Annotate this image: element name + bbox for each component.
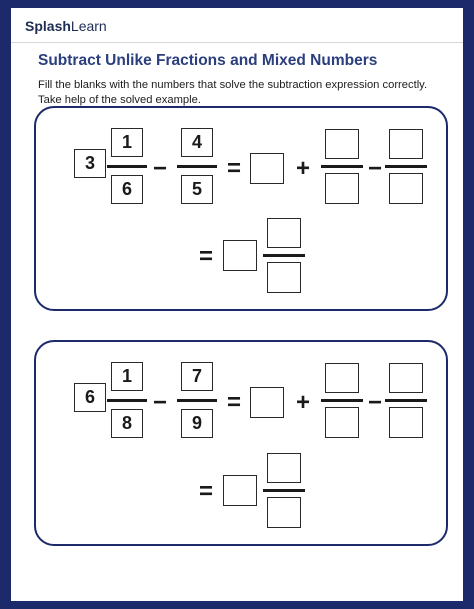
- minus-sign: −: [367, 155, 382, 182]
- header-divider: [11, 42, 463, 43]
- answer-whole-box[interactable]: [223, 475, 257, 506]
- fraction-bar: [263, 254, 305, 257]
- denominator-box: 9: [181, 409, 213, 438]
- equals-sign: =: [226, 155, 241, 182]
- answer-whole-box[interactable]: [250, 153, 284, 184]
- answer-denominator-box[interactable]: [325, 173, 359, 204]
- denominator-box: 8: [111, 409, 143, 438]
- minus-sign: −: [152, 389, 167, 416]
- fraction-bar: [107, 399, 147, 402]
- answer-numerator-box[interactable]: [389, 129, 423, 159]
- denominator-box: 5: [181, 175, 213, 204]
- fraction-bar: [385, 165, 427, 168]
- fraction-bar: [107, 165, 147, 168]
- plus-sign: +: [295, 155, 310, 182]
- whole-number-box: 6: [74, 383, 106, 412]
- answer-whole-box[interactable]: [250, 387, 284, 418]
- problem-card-2: [34, 340, 448, 546]
- answer-denominator-box[interactable]: [325, 407, 359, 438]
- numerator-box: 1: [111, 362, 143, 391]
- fraction-bar: [321, 165, 363, 168]
- answer-denominator-box[interactable]: [389, 173, 423, 204]
- denominator-box: 6: [111, 175, 143, 204]
- whole-number-box: 3: [74, 149, 106, 178]
- answer-numerator-box[interactable]: [389, 363, 423, 393]
- answer-denominator-box[interactable]: [267, 262, 301, 293]
- answer-denominator-box[interactable]: [267, 497, 301, 528]
- problem-card-1: [34, 106, 448, 311]
- numerator-box: 4: [181, 128, 213, 157]
- instructions: Fill the blanks with the numbers that solve the subtraction expression correctly. Take help of the solved example.: [38, 79, 428, 106]
- fraction-bar: [385, 399, 427, 402]
- answer-numerator-box[interactable]: [325, 129, 359, 159]
- minus-sign: −: [152, 155, 167, 182]
- equals-sign: =: [198, 478, 213, 505]
- fraction-bar: [177, 399, 217, 402]
- fraction-bar: [177, 165, 217, 168]
- minus-sign: −: [367, 389, 382, 416]
- fraction-bar: [263, 489, 305, 492]
- equals-sign: =: [226, 389, 241, 416]
- numerator-box: 7: [181, 362, 213, 391]
- splashlearn-logo: SplashLearn: [25, 18, 107, 34]
- answer-numerator-box[interactable]: [267, 453, 301, 483]
- answer-numerator-box[interactable]: [325, 363, 359, 393]
- numerator-box: 1: [111, 128, 143, 157]
- worksheet-title: Subtract Unlike Fractions and Mixed Numbers: [38, 52, 378, 69]
- answer-whole-box[interactable]: [223, 240, 257, 271]
- worksheet-page: [11, 8, 463, 601]
- equals-sign: =: [198, 243, 213, 270]
- answer-denominator-box[interactable]: [389, 407, 423, 438]
- plus-sign: +: [295, 389, 310, 416]
- fraction-bar: [321, 399, 363, 402]
- answer-numerator-box[interactable]: [267, 218, 301, 248]
